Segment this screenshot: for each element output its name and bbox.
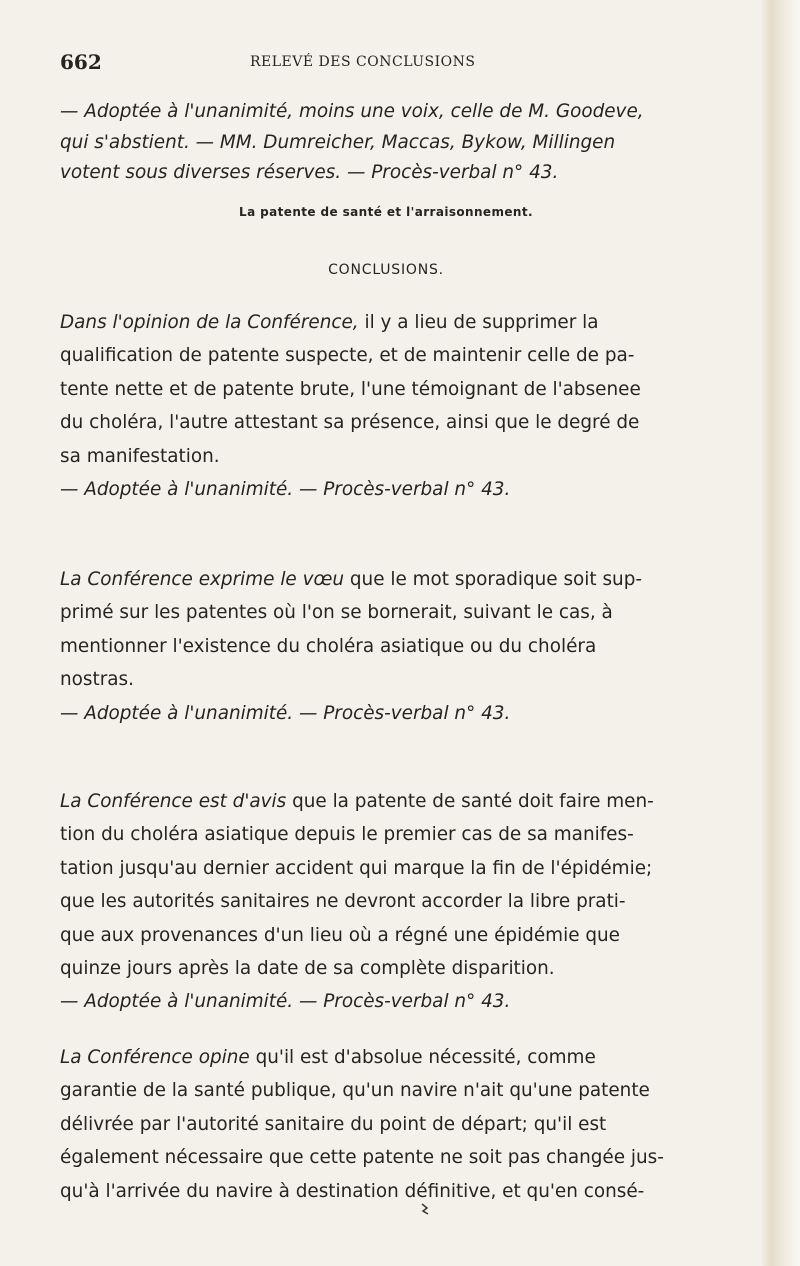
- paragraph-line: également nécessaire que cette patente ne soit pas changée jus-: [60, 1147, 664, 1169]
- paragraph-opening: La Conférence opine: [60, 1047, 250, 1068]
- paragraph-line: tente nette et de patente brute, l'une témoignant de l'absenee: [60, 378, 641, 400]
- paragraph-4: [60, 1041, 740, 1208]
- paragraph-line: qu'à l'arrivée du navire à destination définitive, et qu'en consé-: [60, 1180, 645, 1202]
- paragraph-line: sa manifestation.: [60, 445, 220, 467]
- signature-mark-icon: [420, 1202, 430, 1216]
- paragraph-line: que le mot sporadique soit sup-: [344, 569, 643, 590]
- intro-line: votent sous diverses réserves. — Procès-verbal n° 43.: [60, 162, 559, 183]
- paragraph-opening: Dans l'opinion de la Conférence,: [60, 312, 359, 333]
- section-title: La patente de santé et l'arraisonnement.: [239, 205, 533, 219]
- adoption-note: — Adoptée à l'unanimité. — Procès-verbal n° 43.: [60, 702, 511, 724]
- signature-mark: [420, 1202, 430, 1220]
- paragraph-line: du choléra, l'autre attestant sa présence, ainsi que le degré de: [60, 412, 640, 434]
- paragraph-line: mentionner l'existence du choléra asiatique ou du choléra: [60, 635, 597, 657]
- paragraph-opening: La Conférence est d'avis: [60, 791, 287, 812]
- paragraph-line: qu'il est d'absolue nécessité, comme: [249, 1047, 596, 1068]
- paragraph-line: garantie de la santé publique, qu'un navire n'ait qu'une patente: [60, 1080, 650, 1102]
- subtitle: CONCLUSIONS.: [328, 262, 444, 278]
- paragraph-line: primé sur les patentes où l'on se bornerait, suivant le cas, à: [60, 602, 613, 624]
- page-number: 662: [60, 50, 102, 74]
- intro-line: — Adoptée à l'unanimité, moins une voix, celle de M. Goodeve,: [60, 101, 644, 122]
- paragraph-line: délivrée par l'autorité sanitaire du point de départ; qu'il est: [60, 1113, 607, 1135]
- paragraph-2: [60, 563, 740, 730]
- page-header: [60, 50, 740, 80]
- running-head: RELEVÉ DES CONCLUSIONS: [250, 54, 476, 70]
- paragraph-line: tion du choléra asiatique depuis le premier cas de sa manifes-: [60, 824, 634, 846]
- paragraph-line: que les autorités sanitaires ne devront accorder la libre prati-: [60, 891, 626, 913]
- intro-line: qui s'abstient. — MM. Dumreicher, Maccas, Bykow, Millingen: [60, 131, 616, 153]
- paragraph-line: il y a lieu de supprimer la: [358, 312, 599, 333]
- adoption-note: — Adoptée à l'unanimité. — Procès-verbal n° 43.: [60, 479, 511, 501]
- adoption-note: — Adoptée à l'unanimité. — Procès-verbal n° 43.: [60, 991, 511, 1013]
- paragraph-line: nostras.: [60, 669, 134, 691]
- paragraph-line: que aux provenances d'un lieu où a régné une épidémie que: [60, 924, 620, 946]
- paragraph-line: tation jusqu'au dernier accident qui marque la fin de l'épidémie;: [60, 857, 653, 879]
- paragraph-line: qualification de patente suspecte, et de maintenir celle de pa-: [60, 345, 635, 367]
- paragraph-line: que la patente de santé doit faire men-: [286, 791, 654, 812]
- page-edge: [762, 0, 800, 1266]
- paragraph-3: [60, 785, 740, 1019]
- paragraph-line: quinze jours après la date de sa complète disparition.: [60, 958, 555, 980]
- paragraph-opening: La Conférence exprime le vœu: [60, 569, 345, 590]
- intro-block: [60, 97, 740, 189]
- paragraph-1: [60, 306, 740, 506]
